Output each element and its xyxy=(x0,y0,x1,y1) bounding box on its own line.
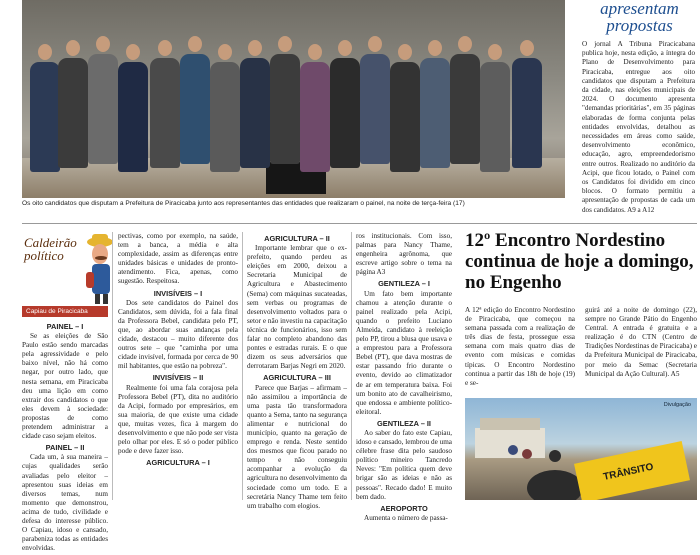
column-paragraph: Se as eleições de São Paulo estão sendo marcadas pela agressividade e pelo baixo nível, não há como negar, por outro lado, que nesta semana, em Piracicaba deu uma lição em como extrair dos candidatos o que eles devem à sociedade: propostas de como pretendem administrar a cidade caso sejam eleitos. xyxy=(22,332,108,441)
person-figure xyxy=(210,44,240,172)
event-photo xyxy=(465,398,697,500)
column-header xyxy=(22,232,108,304)
column-author-band xyxy=(22,306,108,317)
person-figure xyxy=(240,40,270,168)
transit-sign-text: TRÂNSITO xyxy=(602,461,655,483)
column-text-1 xyxy=(22,320,108,555)
column-text-3 xyxy=(247,232,347,513)
person-figure xyxy=(450,36,480,164)
section-divider xyxy=(22,223,697,224)
column-subhead: AEROPORTO xyxy=(380,503,428,513)
column-paragraph: pectivas, como por exemplo, na saúde, tem a banca, a média e alta complexidade, assim as diferenças entre unidades básicas e unidades de pronto-atendimento. Fica, apenas, como sugestão. Respeitosa. xyxy=(118,232,238,286)
person-figure xyxy=(118,44,148,172)
article-body-1 xyxy=(465,306,575,388)
person-figure xyxy=(270,36,300,164)
column-paragraph: Cada um, à sua maneira – cujas qualidades serão avaliadas pelo eleitor – apresentou suas ideias em diversos temas, num momento que demonstrou, acima de tudo, civilidade e defesa do interesse público. O Capiau, idoso e cansado, parabeniza todas as entidades envolvidas. xyxy=(22,453,108,553)
column-separator xyxy=(112,232,113,500)
person-figure xyxy=(180,36,210,164)
column-title: Caldeirão político xyxy=(24,235,77,263)
person-figure xyxy=(150,40,180,168)
photo-caption: Os oito candidatos que disputam a Prefeitura de Piracicaba junto aos representantes das entidades que realizaram o painel, na noite de terça-feira (17) xyxy=(22,200,465,207)
column-subhead: INVISÍVEIS – I xyxy=(153,288,203,298)
column-paragraph: Importante lembrar que o ex-prefeito, quando perdeu as eleições em 2000, deixou a Secretaria Municipal de Agricultura e Abastecimento (Sema) com máquinas sucateadas, sem verbas ou programas de desenvolvimento voltados para o setor e não investiu na capacitação técnica de funcionários, isso sem falar no completo abandono das pontes e estradas rurais. E o que dizem os seus adversários que derrotaram Barjas Negri em 2020. xyxy=(247,244,347,371)
person-figure xyxy=(512,40,542,168)
column-subhead: GENTILEZA – II xyxy=(377,418,431,428)
column-paragraph: Parece que Barjas – afirmam – não assimilou a importância de uma pasta tão transformadora quanto a Sema, tanto na segurança alimentar e nutricional do município, quanto na geração de emprego e renda. Neste sentido dos mesmos que ficou parado no tempo e não conseguiu acompanhar a evolução da agricultura no desenvolvimento da sociedade como um todo. E a secretária Nancy Thame tem feito um trabalho com elogios. xyxy=(247,383,347,510)
column-paragraph: Aumenta o número de passa- xyxy=(364,513,448,522)
person-figure xyxy=(300,44,330,172)
column-subhead: AGRICULTURA – I xyxy=(146,458,210,468)
person-figure xyxy=(88,36,118,164)
column-paragraph: ros institucionais. Com isso, palmas para Nancy Thame, engenheira agrônoma, que escreve artigo sobre o tema na página A3 xyxy=(356,232,452,277)
column-paragraph: Um fato bem importante chamou a atenção durante o painel realizado pela Acipi, quando o prefeito Luciano Almeida, candidato à reeleição pelo PP, tirou a blusa que usava e a emprestou para a Professora Bebel (PT), que dava mostras de estar passando frio durante o evento, devido ao climatizador de ar em temperatura baixa. Foi um bonito ato de cavalheirismo, que endossa e ambiente político-eleitoral. xyxy=(356,289,452,416)
column-paragraph: Realmente foi uma fala corajosa pela Professora Bebel (PT), dita no auditório da Acipi, formado por empresários, em sua maioria, de que existe uma cidade que, muitas vezes, fica à margem do desenvolvimento e que não pode ser vista pelo olhar por eles. E só o poder público pode e deve fazer isso. xyxy=(118,383,238,456)
article-headline: 12º Encontro Nordestino continua de hoje a domingo, no Engenho xyxy=(465,230,694,293)
article-paragraph: guirá até a noite de domingo (22), sempre no Grande Pátio do Engenho Central. A entrada é gratuita e a realização é do CTN (Centro de Tradições Nordestinas de Piracicaba) e da Prefeitura Municipal de Piracicaba, por meio da Semac (Secretaria Municipal da Ação Cultural). A5 xyxy=(585,306,697,378)
photo-credit: Divulgação xyxy=(663,402,691,408)
column-text-2 xyxy=(118,232,238,468)
column-subhead: PAINEL – I xyxy=(46,322,84,331)
column-separator xyxy=(351,232,352,500)
person-figure xyxy=(390,44,420,172)
column-subhead: INVISÍVEIS – II xyxy=(152,373,204,383)
person-figure xyxy=(480,44,510,172)
column-author: Capiau de Piracicaba xyxy=(26,308,88,315)
person-figure xyxy=(330,40,360,168)
column-text-4 xyxy=(356,232,452,525)
person-figure xyxy=(420,40,450,168)
summary-heading-line2: propostas xyxy=(606,16,673,35)
column-paragraph: Dos sete candidatos do Painel dos Candidatos, sem dúvida, foi a fala final da Professora Bebel, candidata pelo PT, que, ao abordar suas andanças pela cidade, destacou – muito diferente dos outros sete – que "caminha por uma cidade invisível, formada por cerca de 90 mil habitantes, que estão na pobreza". xyxy=(118,298,238,371)
person-figure xyxy=(360,36,390,164)
summary-text: O jornal A Tribuna Piracicabana publica hoje, nesta edição, a íntegra do Plano de Desenvolvimento para Piracicaba, entregue aos oito candidatos que disputam a Prefeitura da cidade, nas eleições municipais de 2024. O documento apresenta "demandas prioritárias", em 35 páginas elaboradas de forma conjunta pelas entidades envolvidas, detalhou as necessidades em áreas como saúde, desenvolvimento econômico, educação, agro, empreendedorismo entre outros. Realizado no auditório da Acipi, que ficou lotado, o Painel com os Candidatos foi dividido em cinco blocos. O formato permitiu a apresentação de propostas de cada um dos candidatos. A9 a A12 xyxy=(582,40,695,214)
column-subhead: PAINEL – II xyxy=(45,443,85,453)
column-separator xyxy=(242,232,243,500)
column-paragraph: Ao saber do fato este Capiau, idoso e cansado, lembrou de uma célebre frase dita pelo saudoso político mineiro Tancredo Neves: "Em política quem deve brigar são as ideias e não as pessoas". Recado dado! E muito bem dado. xyxy=(356,428,452,501)
summary-heading-line1: apresentam xyxy=(600,0,679,18)
caricature-illustration xyxy=(82,232,114,304)
column-subhead: GENTILEZA – I xyxy=(378,279,430,289)
column-subhead: AGRICULTURA – III xyxy=(263,373,331,383)
candidates-group-photo xyxy=(22,0,565,198)
article-body-2 xyxy=(585,306,697,379)
summary-heading xyxy=(582,0,697,38)
person-figure xyxy=(58,40,88,168)
person-figure xyxy=(30,44,60,172)
column-subhead: AGRICULTURA – II xyxy=(264,234,330,243)
article-paragraph: A 12ª edição do Encontro Nordestino de Piracicaba, que começou na semana passada com a realização de três dias de festa, prossegue essa semana com mais quatro dias de evento com músicas e comidas típicas. O Encontro Nordestino continua a partir das 18h de hoje (19) e se- xyxy=(465,306,575,387)
